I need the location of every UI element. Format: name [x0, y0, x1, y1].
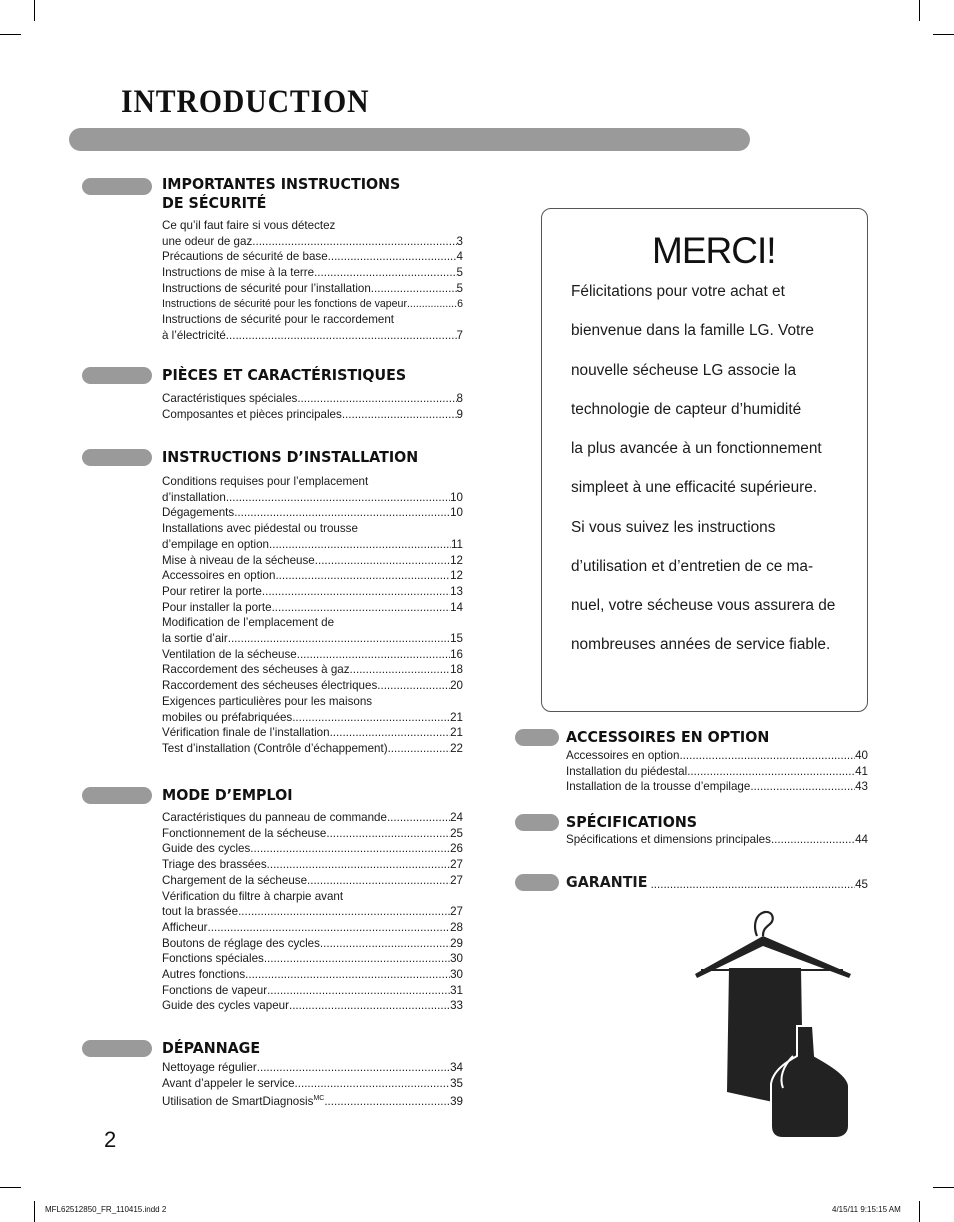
toc-entry-title [162, 1060, 257, 1076]
toc-entry-title [162, 725, 330, 741]
toc-entry-title [162, 568, 275, 584]
dot-leader [324, 1094, 450, 1110]
toc-entry[interactable] [566, 764, 868, 780]
toc-entry[interactable] [162, 951, 463, 967]
dot-leader [267, 983, 450, 999]
toc-entry-page: 44 [855, 833, 868, 846]
toc-entry-page: 30 [450, 968, 463, 982]
toc-entry-title [162, 631, 228, 647]
crop-mark [34, 0, 35, 21]
section-marker [515, 874, 559, 891]
toc-entry[interactable] [566, 779, 868, 795]
toc-entry-title [162, 1091, 324, 1110]
hanger-hook [755, 912, 773, 936]
toc-entry-title-text: Accessoires en option [566, 749, 680, 762]
dot-leader [320, 936, 450, 952]
dot-leader [350, 662, 451, 678]
toc-entry-line: Modification de l’emplacement de [162, 616, 335, 630]
toc-entry-title [162, 281, 371, 297]
toc-entry[interactable] [162, 873, 463, 889]
section-heading [162, 1039, 260, 1058]
toc-entry-title-text: Avant d’appeler le service [162, 1076, 295, 1090]
toc-entry[interactable] [162, 920, 463, 936]
toc-entry-title [162, 741, 388, 757]
merci-title: MERCI! [652, 230, 776, 271]
dot-leader [314, 265, 456, 281]
laundry-illustration [693, 906, 863, 1141]
toc-entry-title [162, 407, 342, 423]
dot-leader [208, 920, 451, 936]
toc-entry-page: 12 [450, 569, 463, 583]
toc-entry-title [162, 600, 272, 616]
section-heading-line: ACCESSOIRES EN OPTION [566, 728, 770, 746]
crop-mark [919, 0, 920, 21]
toc-entry-title [566, 764, 687, 780]
toc-entry-title [162, 505, 234, 521]
toc-entry-page: 10 [450, 490, 463, 504]
toc-entry-title [566, 832, 771, 848]
page-title: INTRODUCTION [121, 84, 370, 120]
section-heading-line: PIÈCES ET CARACTÉRISTIQUES [162, 366, 407, 384]
footer-date: 4/15/11 9:15:15 AM [832, 1205, 901, 1214]
garantie-heading: GARANTIE [566, 873, 648, 891]
toc-entry-page: 5 [456, 266, 463, 280]
toc-entry-title-text: Test d’installation (Contrôle d’échappement) [162, 741, 388, 755]
toc-entry-page: 27 [450, 858, 463, 872]
toc-entry-title-text: Caractéristiques spéciales [162, 392, 298, 405]
dot-leader [262, 584, 450, 600]
toc-entry-page: 26 [450, 842, 463, 856]
superscript: MC [313, 1095, 325, 1103]
toc-entry-page: 4 [456, 250, 463, 264]
toc-entry-title-text: la sortie d’air [162, 632, 228, 646]
toc-entry-garantie [566, 873, 868, 891]
toc-entry[interactable] [162, 505, 463, 521]
toc-entry-page: 9 [456, 407, 463, 421]
toc-entry-title [162, 662, 350, 678]
dot-leader [238, 904, 450, 920]
dot-leader [342, 407, 457, 423]
toc-entry-title [162, 553, 315, 569]
toc-entry[interactable] [162, 407, 463, 423]
toc-entry-title [162, 537, 269, 553]
section-marker [82, 178, 152, 195]
toc-entry-page: 39 [450, 1095, 463, 1109]
merci-line: la plus avancée à un fonctionnement [571, 440, 822, 457]
section-heading [566, 728, 769, 747]
dot-leader [315, 553, 450, 569]
section-marker [515, 814, 559, 831]
toc-entry-title-text: Chargement de la sécheuse [162, 873, 308, 887]
toc-entry[interactable] [162, 983, 463, 999]
toc-entry[interactable] [162, 725, 463, 741]
toc-entry-page: 11 [450, 537, 463, 551]
dot-leader [252, 234, 456, 250]
footer-file: MFL62512850_FR_110415.indd 2 [45, 1205, 167, 1214]
toc-entry-page: 43 [855, 780, 868, 794]
dot-leader [297, 647, 450, 663]
dot-leader [307, 873, 450, 889]
toc-entry-title [162, 998, 289, 1014]
toc-entry-title-text: Raccordement des sécheuses à gaz [162, 663, 350, 677]
toc-entry-title-text: mobiles ou préfabriquées [162, 710, 293, 724]
toc-entry-title-text: Pour installer la porte [162, 600, 272, 614]
toc-entry-title [162, 983, 267, 999]
toc-entry-title-text: Fonctionnement de la sécheuse [162, 826, 327, 840]
dot-leader [330, 725, 451, 741]
dot-leader [234, 505, 450, 521]
toc-entry-title-text: Précautions de sécurité de base [162, 250, 328, 264]
toc-entry-title [162, 584, 262, 600]
merci-line: nuel, votre sécheuse vous assurera de [571, 597, 836, 614]
toc-entry[interactable] [162, 297, 463, 313]
toc-entry-title-text: Accessoires en option [162, 569, 276, 583]
toc-entry-title-text: une odeur de gaz [162, 234, 253, 248]
toc-entry-page: 41 [855, 764, 868, 778]
toc-entry-title-text: Dégagements [162, 506, 235, 520]
toc-entry-line: Vérification du filtre à charpie avant [162, 889, 344, 903]
dot-leader [407, 297, 457, 313]
toc-entry-line: Instructions de sécurité pour le raccordement [162, 313, 394, 327]
toc-entry-page: 20 [450, 679, 463, 693]
toc-entry-title [162, 841, 250, 857]
dot-leader [297, 391, 456, 407]
toc-entry-title-text: Pour retirer la porte [162, 584, 262, 598]
dot-leader [269, 537, 451, 553]
dot-leader [275, 568, 450, 584]
toc-entry[interactable] [162, 537, 463, 553]
toc-entry-title [162, 249, 328, 265]
toc-entry[interactable] [162, 584, 463, 600]
dot-leader [226, 490, 450, 506]
toc-entry-title-text: Instructions de mise à la terre [162, 266, 315, 280]
toc-entry-title-text: Triage des brassées [162, 858, 267, 872]
toc-entry-title-text: Instructions de sécurité pour les fonctions de vapeur [162, 297, 407, 310]
toc-entry-line: Installations avec piédestal ou trousse [162, 522, 358, 536]
toc-entry-title [162, 234, 252, 250]
toc-entry-page: 27 [450, 905, 463, 919]
toc-entry-title-text: Raccordement des sécheuses électriques [162, 679, 378, 693]
section-heading [162, 175, 400, 213]
section-heading-line: INSTRUCTIONS D’INSTALLATION [162, 448, 419, 466]
toc-entry[interactable] [162, 234, 463, 250]
dot-leader [295, 1076, 451, 1092]
toc-list [162, 1060, 463, 1110]
crop-mark [0, 34, 21, 35]
toc-entry[interactable] [162, 710, 463, 726]
page-number: 2 [104, 1127, 117, 1152]
toc-entry[interactable] [162, 391, 463, 407]
toc-entry-title-text: Installation du piédestal [566, 764, 688, 778]
toc-entry[interactable] [162, 841, 463, 857]
dot-leader [250, 841, 450, 857]
toc-entry[interactable] [162, 631, 463, 647]
section-marker [515, 729, 559, 746]
toc-entry-page: 14 [450, 600, 463, 614]
toc-entry-page: 33 [450, 999, 463, 1013]
toc-entry-page: 28 [450, 920, 463, 934]
section-marker [82, 449, 152, 466]
crop-mark [933, 34, 954, 35]
toc-entry-title [162, 297, 407, 313]
toc-entry-title [162, 920, 208, 936]
toc-entry[interactable] [162, 1060, 463, 1076]
toc-entry-title-text: à l’électricité [162, 328, 226, 342]
merci-line: Si vous suivez les instructions [571, 519, 776, 536]
toc-entry-title [162, 647, 297, 663]
toc-entry-title-text: Guide des cycles [162, 842, 251, 856]
merci-line: Félicitations pour votre achat et [571, 283, 785, 300]
dot-leader [679, 748, 855, 764]
section-heading-line: IMPORTANTES INSTRUCTIONS [162, 175, 401, 193]
section-heading-line: DÉPANNAGE [162, 1039, 261, 1057]
dot-leader [272, 600, 451, 616]
crop-mark [0, 1187, 21, 1188]
toc-entry-title-text: Fonctions de vapeur [162, 983, 268, 997]
toc-entry-page: 15 [450, 632, 463, 646]
toc-entry[interactable] [162, 647, 463, 663]
section-marker [82, 1040, 152, 1057]
toc-entry-title [162, 936, 320, 952]
title-bar [69, 128, 750, 151]
toc-entry-page: 25 [450, 826, 463, 840]
toc-entry-page: 8 [456, 392, 463, 405]
toc-entry-page: 13 [450, 584, 463, 598]
toc-entry-page: 34 [450, 1061, 463, 1074]
dot-leader [377, 678, 450, 694]
toc-entry-title-text: Mise à niveau de la sécheuse [162, 553, 315, 567]
toc-entry-page: 29 [450, 936, 463, 950]
toc-entry-title-text: Spécifications et dimensions principales [566, 833, 771, 846]
toc-entry-page: 40 [855, 749, 868, 762]
section-marker [82, 367, 152, 384]
toc-entry-title [162, 391, 297, 407]
toc-entry-page: 21 [450, 726, 463, 740]
toc-entry-title [162, 490, 226, 506]
section-heading [566, 813, 697, 832]
toc-entry-title-text: Caractéristiques du panneau de commande [162, 811, 387, 824]
dot-leader [257, 1060, 450, 1076]
toc-entry-title-text: Fonctions spéciales [162, 952, 264, 966]
toc-entry-title [162, 710, 292, 726]
toc-entry-page: 5 [456, 281, 463, 295]
toc-entry-title-text: Instructions de sécurité pour l’installation [162, 281, 371, 295]
toc-entry-title-text: Autres fonctions [162, 968, 246, 982]
toc-entry-page: 7 [456, 328, 463, 342]
dot-leader [289, 998, 450, 1014]
crop-mark [933, 1187, 954, 1188]
section-marker [82, 787, 152, 804]
dot-leader [264, 951, 450, 967]
toc-entry-page: 24 [450, 811, 463, 824]
toc-entry[interactable] [162, 678, 463, 694]
section-heading-line: DE SÉCURITÉ [162, 194, 267, 212]
toc-list [566, 748, 868, 795]
toc-entry-title-text: Installation de la trousse d’empilage [566, 780, 751, 794]
dot-leader [328, 249, 457, 265]
toc-entry-title-text: Guide des cycles vapeur [162, 999, 289, 1013]
dot-leader [326, 826, 450, 842]
section-heading-line: MODE D’EMPLOI [162, 786, 293, 804]
dot-leader [292, 710, 450, 726]
dot-leader [267, 857, 450, 873]
toc-entry[interactable] [566, 832, 868, 848]
toc-entry-page: 3 [456, 234, 463, 248]
toc-entry-title-text: d’installation [162, 490, 226, 504]
toc-entry-page: 12 [450, 553, 463, 567]
dot-leader [750, 779, 855, 795]
toc-entry[interactable] [162, 1091, 463, 1110]
toc-entry-page: 31 [450, 983, 463, 997]
section-heading-line: SPÉCIFICATIONS [566, 813, 698, 831]
dot-leader [245, 967, 450, 983]
toc-entry-title-text: tout la brassée [162, 905, 239, 919]
merci-line: bienvenue dans la famille LG. Votre [571, 322, 814, 339]
toc-list [162, 474, 463, 757]
toc-entry[interactable] [162, 662, 463, 678]
toc-entry-title-text: Utilisation de SmartDiagnosis [162, 1095, 314, 1109]
merci-line: nombreuses années de service fiable. [571, 636, 831, 653]
dot-leader [228, 631, 450, 647]
merci-line: d’utilisation et d’entretien de ce ma- [571, 558, 814, 575]
toc-entry[interactable] [162, 967, 463, 983]
toc-entry-line: Exigences particulières pour les maisons [162, 694, 373, 708]
toc-entry-title [162, 678, 377, 694]
toc-entry-title [566, 748, 679, 764]
dot-leader [226, 328, 457, 344]
toc-entry-title [162, 873, 307, 889]
toc-entry[interactable] [162, 281, 463, 297]
toc-entry-line: Conditions requises pour l’emplacement [162, 475, 369, 488]
toc-entry[interactable] [162, 936, 463, 952]
toc-entry-page: 6 [457, 297, 463, 310]
dot-leader [651, 878, 856, 891]
toc-entry[interactable] [162, 600, 463, 616]
toc-entry[interactable] [566, 748, 868, 764]
toc-entry[interactable] [162, 741, 463, 757]
section-heading [162, 786, 293, 805]
toc-entry[interactable] [162, 904, 463, 920]
toc-entry-title [162, 951, 264, 967]
crop-mark [34, 1201, 35, 1222]
toc-entry-title [162, 904, 238, 920]
section-heading [162, 448, 418, 467]
toc-entry-title-text: d’empilage en option [162, 537, 269, 551]
toc-entry-title [566, 779, 750, 795]
toc-list [566, 832, 868, 848]
dot-leader [387, 810, 450, 826]
merci-line: simpleet à une efficacité supérieure. [571, 479, 818, 496]
crop-mark [919, 1201, 920, 1222]
toc-entry-title-text: Boutons de réglage des cycles [162, 936, 320, 950]
merci-line: nouvelle sécheuse LG associe la [571, 362, 797, 379]
dot-leader [371, 281, 457, 297]
toc-entry[interactable] [162, 328, 463, 344]
toc-entry-page: 22 [450, 741, 463, 755]
toc-entry-title-text: Afficheur [162, 920, 208, 934]
toc-entry[interactable] [162, 553, 463, 569]
toc-entry[interactable] [162, 568, 463, 584]
toc-entry[interactable] [162, 490, 463, 506]
toc-entry[interactable] [162, 826, 463, 842]
dot-leader [687, 764, 855, 780]
toc-entry-title [162, 857, 267, 873]
toc-entry-title [162, 967, 245, 983]
section-heading [162, 366, 406, 385]
garantie-page: 45 [855, 878, 868, 891]
toc-entry-title [162, 328, 226, 344]
toc-entry-page: 16 [450, 647, 463, 661]
toc-entry-title [162, 810, 387, 826]
toc-entry-title [162, 1076, 295, 1092]
toc-entry-page: 18 [450, 663, 463, 677]
dot-leader [771, 832, 855, 848]
toc-entry[interactable] [162, 998, 463, 1014]
toc-entry-page: 35 [450, 1076, 463, 1090]
toc-entry-title-text: Ventilation de la sécheuse [162, 647, 297, 661]
toc-entry[interactable] [162, 265, 463, 281]
toc-entry-title-text: Vérification finale de l’installation [162, 726, 330, 740]
toc-entry-title-text: Composantes et pièces principales [162, 407, 342, 421]
toc-list [162, 218, 463, 344]
toc-entry-title-text: Nettoyage régulier [162, 1061, 257, 1074]
toc-entry-page: 27 [450, 873, 463, 887]
dot-leader [388, 741, 451, 757]
toc-entry-page: 30 [450, 952, 463, 966]
toc-entry-page: 10 [450, 506, 463, 520]
toc-list [162, 810, 463, 1014]
toc-entry[interactable] [162, 810, 463, 826]
toc-list [162, 391, 463, 422]
toc-entry-page: 21 [450, 710, 463, 724]
toc-entry-title [162, 826, 326, 842]
toc-entry-line: Ce qu’il faut faire si vous détectez [162, 219, 336, 232]
toc-entry[interactable] [162, 857, 463, 873]
toc-entry-title [162, 265, 314, 281]
merci-line: technologie de capteur d’humidité [571, 401, 802, 418]
toc-entry[interactable] [162, 249, 463, 265]
toc-entry[interactable] [162, 1076, 463, 1092]
